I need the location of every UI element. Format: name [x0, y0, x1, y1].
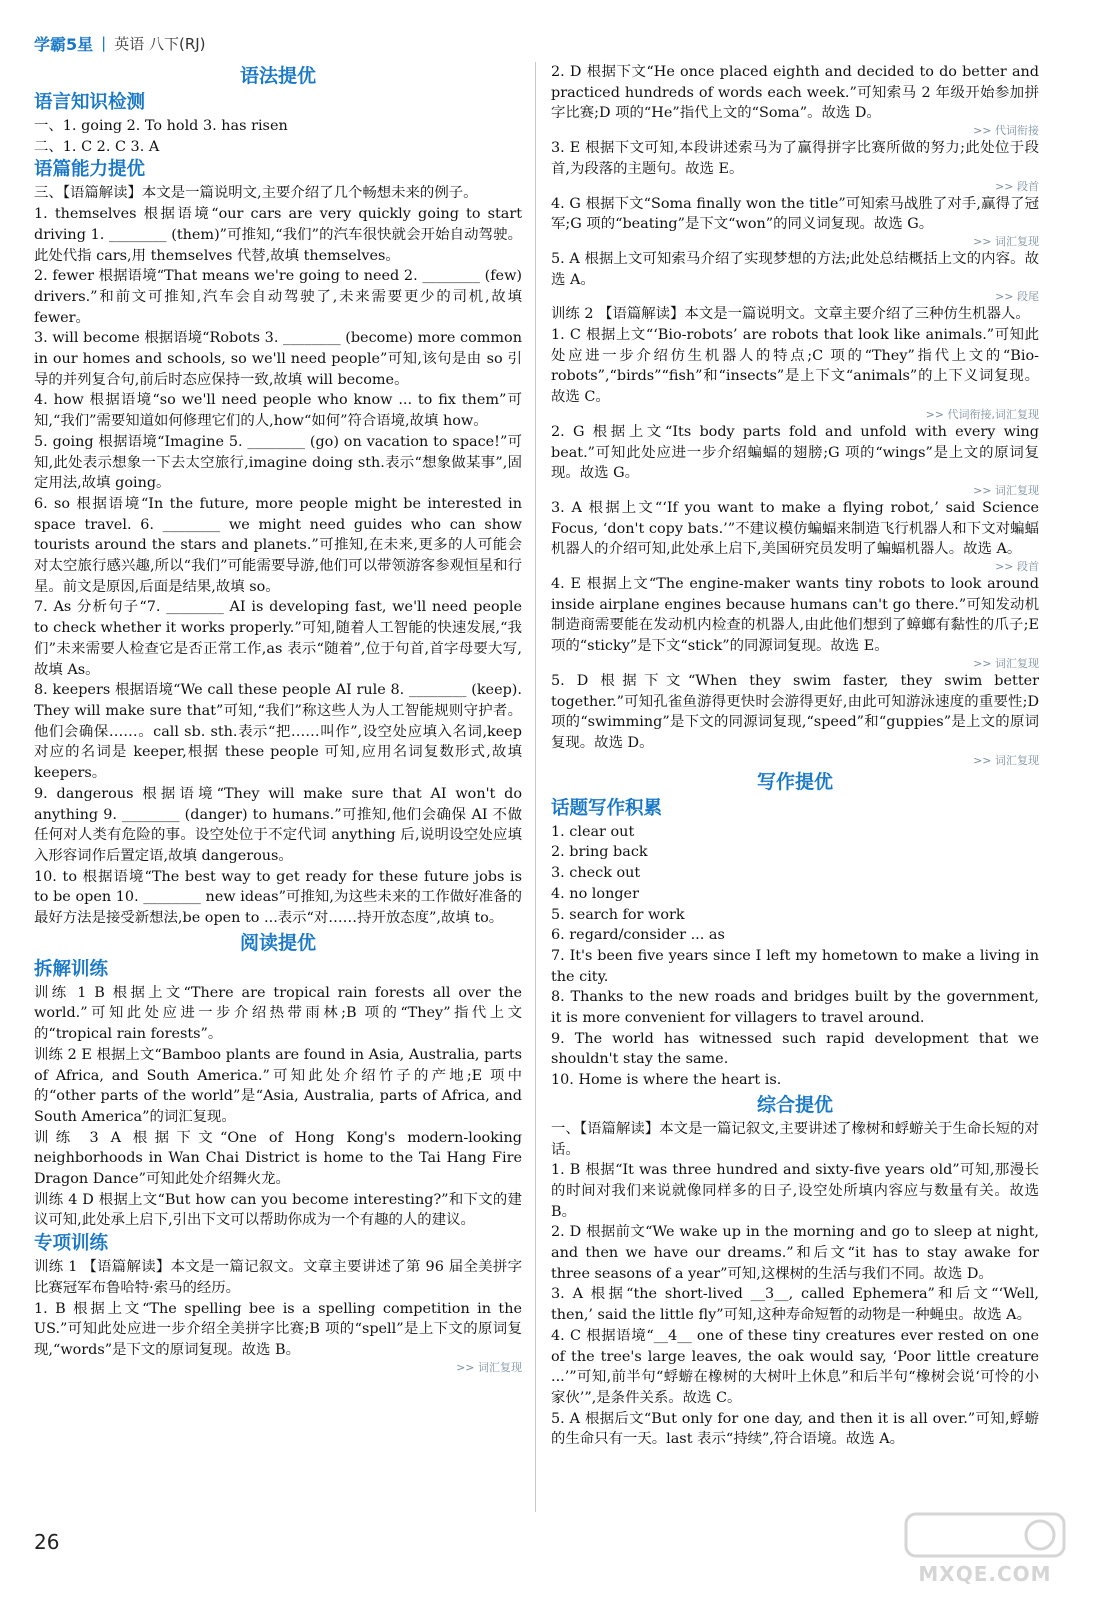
phrase-item: 1. clear out — [551, 823, 635, 840]
explanation-item: 4. E 根据上文“The engine-maker wants tiny robots to look around inside airplane engines because humans can't go there.”可知发动机制造商需要能在发动机内检查的机器人,由此他们想到了蟑螂有黏性的爪子;E 项的“sticky”是下文“stick”的同源词复现。故选 E。 — [551, 576, 1039, 655]
explanation-item: 一、【语篇解读】本文是一篇记叙文,主要讲述了橡树和蜉蝣关于生命长短的对话。 — [551, 1120, 1039, 1158]
cohesion-tag: >> 词汇复现 — [456, 1360, 522, 1374]
explanation-item: 5. going 根据语境“Imagine 5. ________ (go) on vacation to space!”可知,此处表示想象一下去太空旅行,imagine doing sth.表示“想象做某事”,固定用法,故填 going。 — [34, 433, 522, 492]
page-header — [34, 30, 206, 56]
cohesion-tag: >> 段首 — [995, 560, 1039, 574]
cohesion-tag: >> 段尾 — [995, 290, 1039, 304]
subsection-title-special: 专项训练 — [34, 1233, 109, 1255]
explanation-item: 2. G 根据上文“Its body parts fold and unfold with every wing beat.”可知此处应进一步介绍蝙蝠的翅膀;G 项的“wings”是上文的原词复现。故选 G。 — [551, 423, 1039, 482]
left-column — [34, 62, 522, 1375]
phrase-item: 10. Home is where the heart is. — [551, 1072, 782, 1089]
phrase-item: 5. search for work — [551, 906, 685, 923]
explanation-item: 3. will become 根据语境“Robots 3. ________ (become) more common in our homes and schools, so we'll need people”可知,该句是由 so 引导的并列复合句,前后时态应保持一致,故填 will become。 — [34, 330, 522, 388]
explanation-item: 1. C 根据上文“‘Bio-robots’ are robots that look like animals.”可知此处应进一步介绍仿生机器人的特点;C 项的“They”指代上文的“Bio-robots”,“birds”“fish”和“insects”是上下文“animals”的上下义词复现。故选 C。 — [551, 327, 1039, 406]
subsection-title-topic: 话题写作积累 — [551, 797, 663, 819]
explanation-item: 10. to 根据语境“The best way to get ready for these future jobs is to be open 10. ________ new ideas”可推知,为这些未来的工作做好准备的最好方法是接受新想法,be open to ...表示“对……持开放态度”,故填 to。 — [34, 868, 522, 927]
training-item: 训练 4 D 根据上文“But how can you become interesting?”和下文的建议可知,此处承上启下,引出下文可以帮助你成为一个有趣的人的建议。 — [34, 1191, 522, 1229]
subsection-title-discourse: 语篇能力提优 — [34, 159, 146, 181]
explanation-item: 1. themselves 根据语境“our cars are very quickly going to start driving 1. ________ (them)”可推知,“我们”的汽车很快就会开始自动驾驶。此处代指 cars,用 themselves 代替,故填 themselves。 — [34, 206, 522, 264]
subject-label: 英语 八下(RJ) — [114, 34, 206, 53]
explanation-item: 1. B 根据“It was three hundred and sixty-five years old”可知,那漫长的时间对我们来说就像同样多的日子,设空处所填内容应与数量有关。故选 B。 — [551, 1162, 1039, 1220]
explanation-item: 3. A 根据上文“‘If you want to make a flying robot,’ said Science Focus, ‘don't copy bats.’”不建议模仿蝙蝠来制造飞行机器人和下文对蝙蝠机器人的介绍可知,此处承上启下,美国研究员发明了蝙蝠机器人。故选 A。 — [551, 499, 1039, 558]
explanation-item: 2. D 根据下文“He once placed eighth and decided to do better and practiced hundreds of words each week.”可知索马 2 年级开始参加拼字比赛;D 项的“He”指代上文的“Soma”。故选 D。 — [551, 64, 1039, 122]
training-item: 1. B 根据上文“The spelling bee is a spelling competition in the US.”可知此处应进一步介绍全美拼字比赛;B 项的“spell”是上下文的原词复现,“words”是下文的原词复现。故选 B。 — [34, 1300, 522, 1358]
explanation-item: 训练 2 【语篇解读】本文是一篇说明文。文章主要介绍了三种仿生机器人。 — [551, 306, 1030, 323]
explanation-item: 2. D 根据前文“We wake up in the morning and go to sleep at night, and then we have our dreams.”和后文“it has to stay awake for three seasons of a year”可知,这棵树的生活与我们不同。故选 D。 — [551, 1224, 1039, 1282]
explanation-item: 3. E 根据下文可知,本段讲述索马为了赢得拼字比赛所做的努力;此处位于段首,为段落的主题句。故选 E。 — [551, 140, 1039, 177]
header-separator: | — [101, 34, 107, 52]
watermark-logo-icon — [900, 1510, 1070, 1560]
subsection-title-lang-check: 语言知识检测 — [34, 92, 146, 113]
watermark — [900, 1510, 1070, 1590]
explanation-item: 3. A 根据“the short-lived __3__, called Ephemera”和后文“‘Well, then,’ said the little fly”可知,这种寿命短暂的动物是一种蝇虫。故选 A。 — [551, 1286, 1039, 1324]
cohesion-tag: >> 词汇复现 — [973, 483, 1039, 497]
explanation-item: 2. fewer 根据语境“That means we're going to need 2. ________ (few) drivers.”和前文可推知,汽车会自动驾驶了,未来需要更少的司机,故填 fewer。 — [34, 268, 522, 326]
answer-line: 一、1. going 2. To hold 3. has risen — [34, 118, 288, 134]
explanation-item: 4. C 根据语境“__4__ one of these tiny creatures ever rested on one of the tree's large leaves, the oak would say, ‘Poor little creature ...’”可知,前半句“蜉蝣在橡树的大树叶上休息”和后半句“橡树会说‘可怜的小家伙’”,是条件关系。故选 C。 — [551, 1327, 1039, 1406]
cohesion-tag: >> 代词衔接 — [973, 124, 1039, 138]
answer-line: 二、1. C 2. C 3. A — [34, 138, 160, 155]
page-number: 26 — [34, 1530, 60, 1554]
explanation-item: 8. keepers 根据语境“We call these people AI rule 8. ________ (keep). They will make sure that”可知,“我们”称这些人为人工智能规则守护者。他们会确保……。call sb. sth.表示“把……叫作”,设空处应填入名词,keep 对应的名词是 keeper,根据 these people 可知,应用名词复数形式,故填 keepers。 — [34, 682, 522, 782]
section-title-grammar: 语法提优 — [239, 65, 316, 87]
subsection-title-analysis: 拆解训练 — [34, 958, 109, 980]
cohesion-tag: >> 代词衔接,词汇复现 — [925, 407, 1039, 421]
phrase-item: 7. It's been five years since I left my hometown to make a living in the city. — [551, 947, 1039, 985]
training-item: 训练 3 A 根据下文“One of Hong Kong's modern-looking neighborhoods in Wan Chai District is home to the Tai Hang Fire Dragon Dance”可知此处介绍舞火龙。 — [34, 1129, 522, 1188]
brand-logo: 学霸5星 — [34, 34, 94, 54]
phrase-item: 9. The world has witnessed such rapid development that we shouldn't stay the same. — [551, 1030, 1039, 1068]
cohesion-tag: >> 词汇复现 — [973, 234, 1039, 248]
phrase-item: 6. regard/consider ... as — [551, 927, 725, 944]
phrase-item: 2. bring back — [551, 844, 648, 861]
cohesion-tag: >> 段首 — [995, 179, 1039, 193]
explanation-item: 5. D 根据下文“When they swim faster, they swim better together.”可知孔雀鱼游得更快时会游得更好,由此可知游泳速度的重要性;D 项的“swimming”是下文的同源词复现,“speed”和“guppies”是上文的原词复现。故选 D。 — [551, 672, 1039, 751]
section-title-comprehensive: 综合提优 — [756, 1093, 833, 1116]
section-title-reading: 阅读提优 — [239, 931, 316, 954]
column-divider — [535, 62, 536, 1512]
explanation-item: 9. dangerous 根据语境“They will make sure that AI won't do anything 9. ________ (danger) to humans.”可推知,他们会确保 AI 不做任何对人类有危险的事。设空处位于不定代词 anything 后,说明设空处应填入形容词作后置定语,故填 dangerous。 — [34, 785, 522, 864]
phrase-item: 4. no longer — [551, 885, 639, 902]
watermark-text: MXQE.COM — [918, 1562, 1052, 1586]
cohesion-tag: >> 词汇复现 — [973, 753, 1039, 767]
cohesion-tag: >> 词汇复现 — [973, 656, 1039, 670]
explanation-item: 三、【语篇解读】本文是一篇说明文,主要介绍了几个畅想未来的例子。 — [34, 185, 478, 202]
training-item: 训练 1 B 根据上文“There are tropical rain forests all over the world.”可知此处应进一步介绍热带雨林;B 项的“They”指代上文的“tropical rain forests”。 — [34, 984, 522, 1043]
right-column — [551, 62, 1039, 1450]
explanation-item: 5. A 根据上文可知索马介绍了实现梦想的方法;此处总结概括上文的内容。故选 A。 — [551, 250, 1039, 288]
training-item: 训练 2 E 根据上文“Bamboo plants are found in Asia, Australia, parts of Africa, and South America.”可知此处介绍竹子的产地;E 项中的“other parts of the world”是“Asia, Australia, parts of Africa, and South America”的词汇复现。 — [34, 1046, 522, 1125]
explanation-item: 7. As 分析句子“7. ________ AI is developing fast, we'll need people to check whether it works properly.”可知,随着人工智能的快速发展,“我们”未来需要人检查它是否正常工作,as 表示“随着”,位于句首,首字母要大写,故填 As。 — [34, 599, 522, 678]
explanation-item: 4. G 根据下文“Soma finally won the title”可知索马战胜了对手,赢得了冠军;G 项的“beating”是下文“won”的同义词复现。故选 G。 — [551, 195, 1039, 233]
explanation-item: 4. how 根据语境“so we'll need people who know ... to fix them”可知,“我们”需要知道如何修理它们的人,how“如何”符合语境,故填 how。 — [34, 392, 522, 430]
training-item: 训练 1 【语篇解读】本文是一篇记叙文。文章主要讲述了第 96 届全美拼字比赛冠军布鲁哈特·索马的经历。 — [34, 1259, 522, 1296]
phrase-item: 3. check out — [551, 865, 641, 882]
section-title-writing: 写作提优 — [756, 770, 833, 793]
phrase-item: 8. Thanks to the new roads and bridges built by the government, it is more convenient for villagers to travel around. — [551, 989, 1039, 1027]
explanation-item: 5. A 根据后文“But only for one day, and then it is all over.”可知,蜉蝣的生命只有一天。last 表示“持续”,符合语境。故选 A。 — [551, 1410, 1039, 1448]
explanation-item: 6. so 根据语境“In the future, more people might be interested in space travel. 6. ________ we might need guides who can show tourists around the stars and planets.”可推知,在未来,更多的人可能会对太空旅行感兴趣,所以“我们”可能需要导游,他们可以带领游客参观恒星和行星。前文是原因,后面是结果,故填 so。 — [34, 495, 522, 595]
